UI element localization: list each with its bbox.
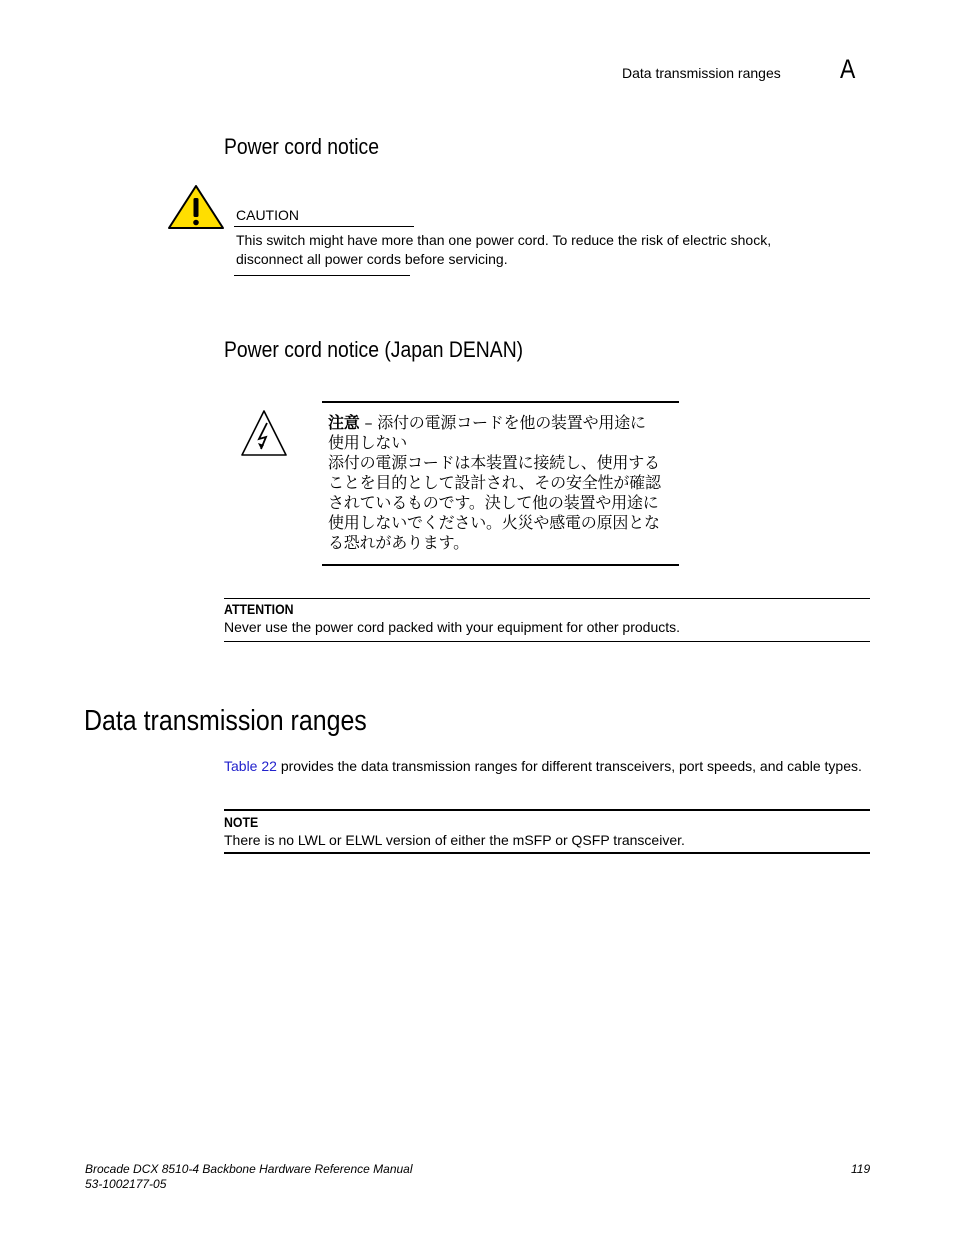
note-text: There is no LWL or ELWL version of either the mSFP or QSFP transceiver. <box>224 832 685 848</box>
japan-notice-line-text: 添付の電源コードを他の装置や用途に <box>377 413 646 432</box>
japan-notice-line: る恐れがあります。 <box>328 533 469 552</box>
data-transmission-heading: Data transmission ranges <box>84 705 367 737</box>
japan-denan-heading: Power cord notice (Japan DENAN) <box>224 337 524 362</box>
japan-notice-line <box>328 413 684 433</box>
caution-text: This switch might have more than one power cord. To reduce the risk of electric shock, disconnect all power cords before servicing. <box>236 232 772 267</box>
note-rule-bottom <box>224 852 870 854</box>
japan-notice-line: 添付の電源コードは本装置に接続し、使用する <box>328 453 660 472</box>
japan-notice-line: ことを目的として設計され、その安全性が確認 <box>328 473 661 492</box>
note-label: NOTE <box>224 814 259 830</box>
japan-notice-line: 使用しない <box>328 433 408 452</box>
caution-label: CAUTION <box>236 207 299 223</box>
data-transmission-text: provides the data transmission ranges for different transceivers, port speeds, and cable types. <box>276 758 862 774</box>
japan-notice-line: 使用しないでください。火災や感電の原因とな <box>328 513 660 532</box>
japan-notice-text <box>328 413 684 553</box>
caution-rule-bottom <box>234 275 410 276</box>
running-header-title: Data transmission ranges <box>622 65 781 81</box>
caution-rule-top <box>234 226 414 227</box>
attention-rule-top <box>224 598 870 599</box>
electric-shock-warning-icon <box>240 409 288 457</box>
footer-manual-title: Brocade DCX 8510-4 Backbone Hardware Reference Manual <box>85 1162 413 1176</box>
footer-doc-number: 53-1002177-05 <box>85 1177 167 1191</box>
table-22-link[interactable]: Table 22 <box>224 758 277 774</box>
japan-notice-label: 注意 <box>328 413 360 432</box>
japan-notice-separator: – <box>359 413 378 432</box>
japan-notice-line: されているものです。決して他の装置や用途に <box>328 493 659 512</box>
caution-warning-icon <box>167 184 225 230</box>
data-transmission-paragraph <box>224 757 872 775</box>
attention-block <box>224 601 870 635</box>
note-block <box>224 814 870 848</box>
note-rule-top <box>224 809 870 811</box>
appendix-letter: A <box>840 54 856 84</box>
attention-rule-bottom <box>224 641 870 642</box>
power-cord-notice-heading: Power cord notice <box>224 134 379 159</box>
attention-label: ATTENTION <box>224 601 294 617</box>
attention-text: Never use the power cord packed with your equipment for other products. <box>224 619 681 635</box>
footer-page-number: 119 <box>851 1162 871 1176</box>
footer-left <box>85 1162 413 1192</box>
